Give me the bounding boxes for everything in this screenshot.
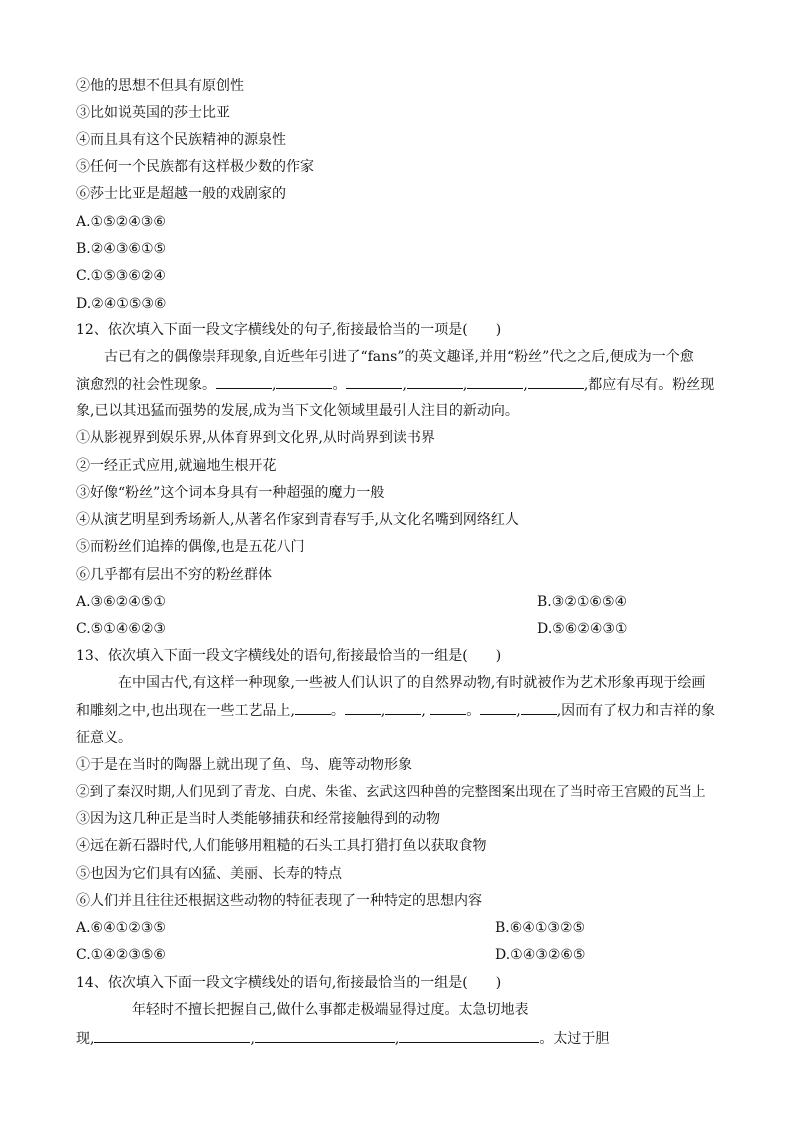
fill-blank[interactable] xyxy=(528,374,584,389)
q13-passage-text: ,因而有了权力和吉祥的象 xyxy=(556,703,716,719)
q12-sentence-1: ①从影视界到娱乐界,从体育界到文化界,从时尚界到读书界 xyxy=(76,430,435,446)
q12-option-c[interactable]: C.⑤①④⑥②③ xyxy=(76,621,166,637)
q11-option-c[interactable]: C.①⑤③⑥②④ xyxy=(76,268,166,284)
q12-passage-text: 演愈烈的社会性现象。 xyxy=(76,377,216,393)
punct: , xyxy=(272,377,277,393)
fill-blank[interactable] xyxy=(94,1028,250,1043)
q11-sentence-2: ②他的思想不但具有原创性 xyxy=(76,78,244,94)
fill-blank[interactable] xyxy=(407,374,463,389)
punct: , xyxy=(516,703,521,719)
q13-sentence-1: ①于是在当时的陶器上就出现了鱼、鸟、鹿等动物形象 xyxy=(76,757,412,773)
fill-blank[interactable] xyxy=(467,374,523,389)
q12-passage-line-1: 古已有之的偶像崇拜现象,自近些年引进了“fans”的英文趣译,并用“粉丝”代之之后,便成为一个愈 xyxy=(104,349,694,365)
q11-sentence-3: ③比如说英国的莎士比亚 xyxy=(76,105,230,121)
q12-sentence-3: ③好像“粉丝”这个词本身具有一种超强的魔力一般 xyxy=(76,485,385,501)
q13-option-b[interactable]: B.⑥④①③②⑤ xyxy=(495,920,586,936)
fill-blank[interactable] xyxy=(255,1028,395,1043)
q14-passage-text: 现, xyxy=(76,1031,95,1047)
punct: , xyxy=(380,703,386,719)
punct: , xyxy=(462,377,468,393)
q12-option-b[interactable]: B.③②①⑥⑤④ xyxy=(537,594,628,610)
q11-option-d[interactable]: D.②④①⑤③⑥ xyxy=(76,296,167,312)
punct: , xyxy=(523,377,528,393)
q11-option-a[interactable]: A.①⑤②④③⑥ xyxy=(76,214,166,230)
q13-passage-line-3: 征意义。 xyxy=(76,730,132,746)
punct: , xyxy=(421,703,426,719)
q13-option-d[interactable]: D.①④③②⑥⑤ xyxy=(495,947,586,963)
punct: , xyxy=(250,1031,255,1047)
q11-sentence-6: ⑥莎士比亚是超越一般的戏剧家的 xyxy=(76,186,286,202)
fill-blank[interactable] xyxy=(216,374,272,389)
q13-passage-line-1: 在中国古代,有这样一种现象,一些被人们认识了的自然界动物,有时就被作为艺术形象再现于绘画 xyxy=(118,675,706,691)
q14-passage-line-1: 年轻时不擅长把握自己,做什么事都走极端显得过度。太急切地表 xyxy=(132,1002,529,1018)
punct: 。 xyxy=(332,377,347,393)
q12-sentence-2: ②一经正式应用,就遍地生根开花 xyxy=(76,458,277,474)
fill-blank[interactable] xyxy=(295,700,331,715)
fill-blank[interactable] xyxy=(385,700,421,715)
q12-sentence-5: ⑤而粉丝们追捧的偶像,也是五花八门 xyxy=(76,539,305,555)
q13-sentence-6: ⑥人们并且往往还根据这些动物的特征表现了一种特定的思想内容 xyxy=(76,893,482,909)
q13-passage-line-2 xyxy=(76,700,715,721)
q11-sentence-4: ④而且具有这个民族精神的源泉性 xyxy=(76,132,286,148)
punct: 。 xyxy=(466,703,481,719)
q13-stem: 13、依次填入下面一段文字横线处的语句,衔接最恰当的一组是( ) xyxy=(76,648,502,664)
punct: , xyxy=(394,1031,400,1047)
q12-passage-text: ,都应有尽有。粉丝现 xyxy=(583,377,715,393)
fill-blank[interactable] xyxy=(521,700,557,715)
fill-blank[interactable] xyxy=(430,700,466,715)
fill-blank[interactable] xyxy=(345,700,381,715)
q14-passage-text: 。太过于胆 xyxy=(539,1031,610,1047)
q13-option-a[interactable]: A.⑥④①②③⑤ xyxy=(76,920,166,936)
fill-blank[interactable] xyxy=(276,374,332,389)
punct: 。 xyxy=(330,703,345,719)
fill-blank[interactable] xyxy=(399,1028,539,1043)
q14-stem: 14、依次填入下面一段文字横线处的语句,衔接最恰当的一组是( ) xyxy=(76,975,502,991)
q13-passage-text: 和雕刻之中,也出现在一些工艺品上, xyxy=(76,703,295,719)
q11-option-b[interactable]: B.②④③⑥①⑤ xyxy=(76,241,167,257)
q14-passage-line-2 xyxy=(76,1028,609,1049)
q12-sentence-4: ④从演艺明星到秀场新人,从著名作家到青春写手,从文化名嘴到网络红人 xyxy=(76,512,519,528)
q12-passage-line-2 xyxy=(76,374,714,395)
q13-sentence-5: ⑤也因为它们具有凶猛、美丽、长寿的特点 xyxy=(76,866,342,882)
q11-sentence-5: ⑤任何一个民族都有这样极少数的作家 xyxy=(76,159,314,175)
q13-sentence-4: ④远在新石器时代,人们能够用粗糙的石头工具打猎打鱼以获取食物 xyxy=(76,838,487,854)
q12-sentence-6: ⑥几乎都有层出不穷的粉丝群体 xyxy=(76,567,272,583)
punct: , xyxy=(402,377,407,393)
q12-option-a[interactable]: A.③⑥②④⑤① xyxy=(76,594,166,610)
q13-option-c[interactable]: C.①④②③⑤⑥ xyxy=(76,947,166,963)
q12-stem: 12、依次填入下面一段文字横线处的句子,衔接最恰当的一项是( ) xyxy=(76,322,502,338)
q12-option-d[interactable]: D.⑤⑥②④③① xyxy=(537,621,628,637)
q12-passage-line-3: 象,已以其迅猛而强势的发展,成为当下文化领域里最引人注目的新动向。 xyxy=(76,403,519,419)
fill-blank[interactable] xyxy=(480,700,516,715)
q13-sentence-2: ②到了秦汉时期,人们见到了青龙、白虎、朱雀、玄武这四种兽的完整图案出现在了当时帝王宫殿的瓦当上 xyxy=(76,784,706,800)
q13-sentence-3: ③因为这几种正是当时人类能够捕获和经常接触得到的动物 xyxy=(76,811,440,827)
fill-blank[interactable] xyxy=(346,374,402,389)
